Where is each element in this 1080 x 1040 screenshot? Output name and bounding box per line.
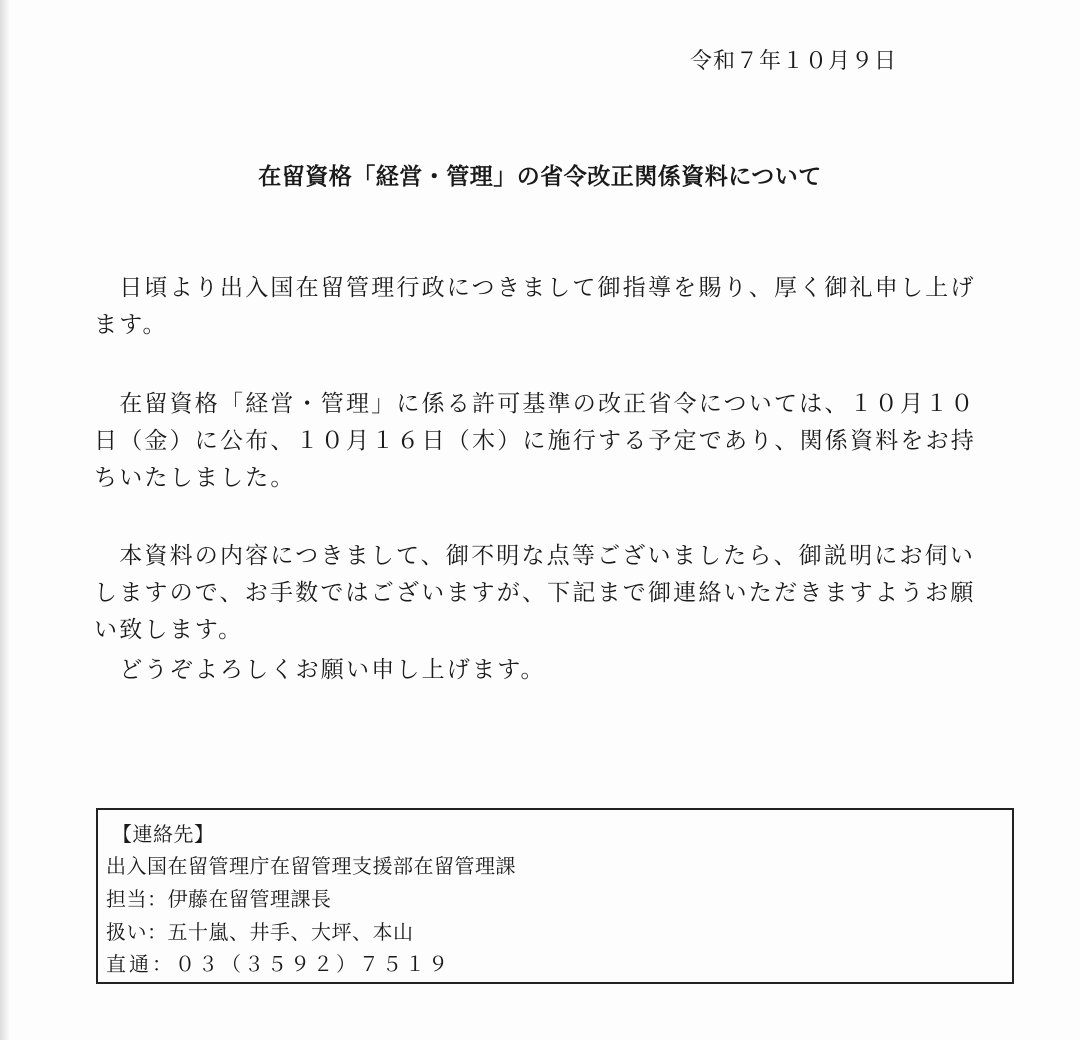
contact-box bbox=[96, 808, 1014, 984]
contact-department: 出入国在留管理庁在留管理支援部在留管理課 bbox=[106, 854, 516, 878]
page-edge-shadow bbox=[0, 0, 10, 1040]
paragraph-inquiry-request: 本資料の内容につきまして、御不明な点等ございましたら、御説明にお伺いしますので、お手数ではございますが、下記まで御連絡いただきますようお願い致します。 bbox=[94, 543, 976, 643]
paragraph-ordinance-schedule: 在留資格「経営・管理」に係る許可基準の改正省令については、１０月１０日（金）に公布、１０月１６日（木）に施行する予定であり、関係資料をお持ちいたしました。 bbox=[94, 391, 976, 491]
contact-direct-line: 直通：０３（３５９２）７５１９ bbox=[106, 952, 451, 976]
contact-heading: 【連絡先】 bbox=[112, 822, 215, 846]
paragraph-closing: どうぞよろしくお願い申し上げます。 bbox=[94, 657, 546, 683]
document-date: 令和７年１０月９日 bbox=[690, 49, 898, 74]
contact-handlers: 扱い：五十嵐、井手、大坪、本山 bbox=[106, 920, 414, 944]
contact-person-in-charge: 担当：伊藤在留管理課長 bbox=[106, 887, 332, 911]
document-title: 在留資格「経営・管理」の省令改正関係資料について bbox=[258, 164, 822, 190]
paragraph-greeting: 日頃より出入国在留管理行政につきまして御指導を賜り、厚く御礼申し上げます。 bbox=[94, 275, 976, 338]
